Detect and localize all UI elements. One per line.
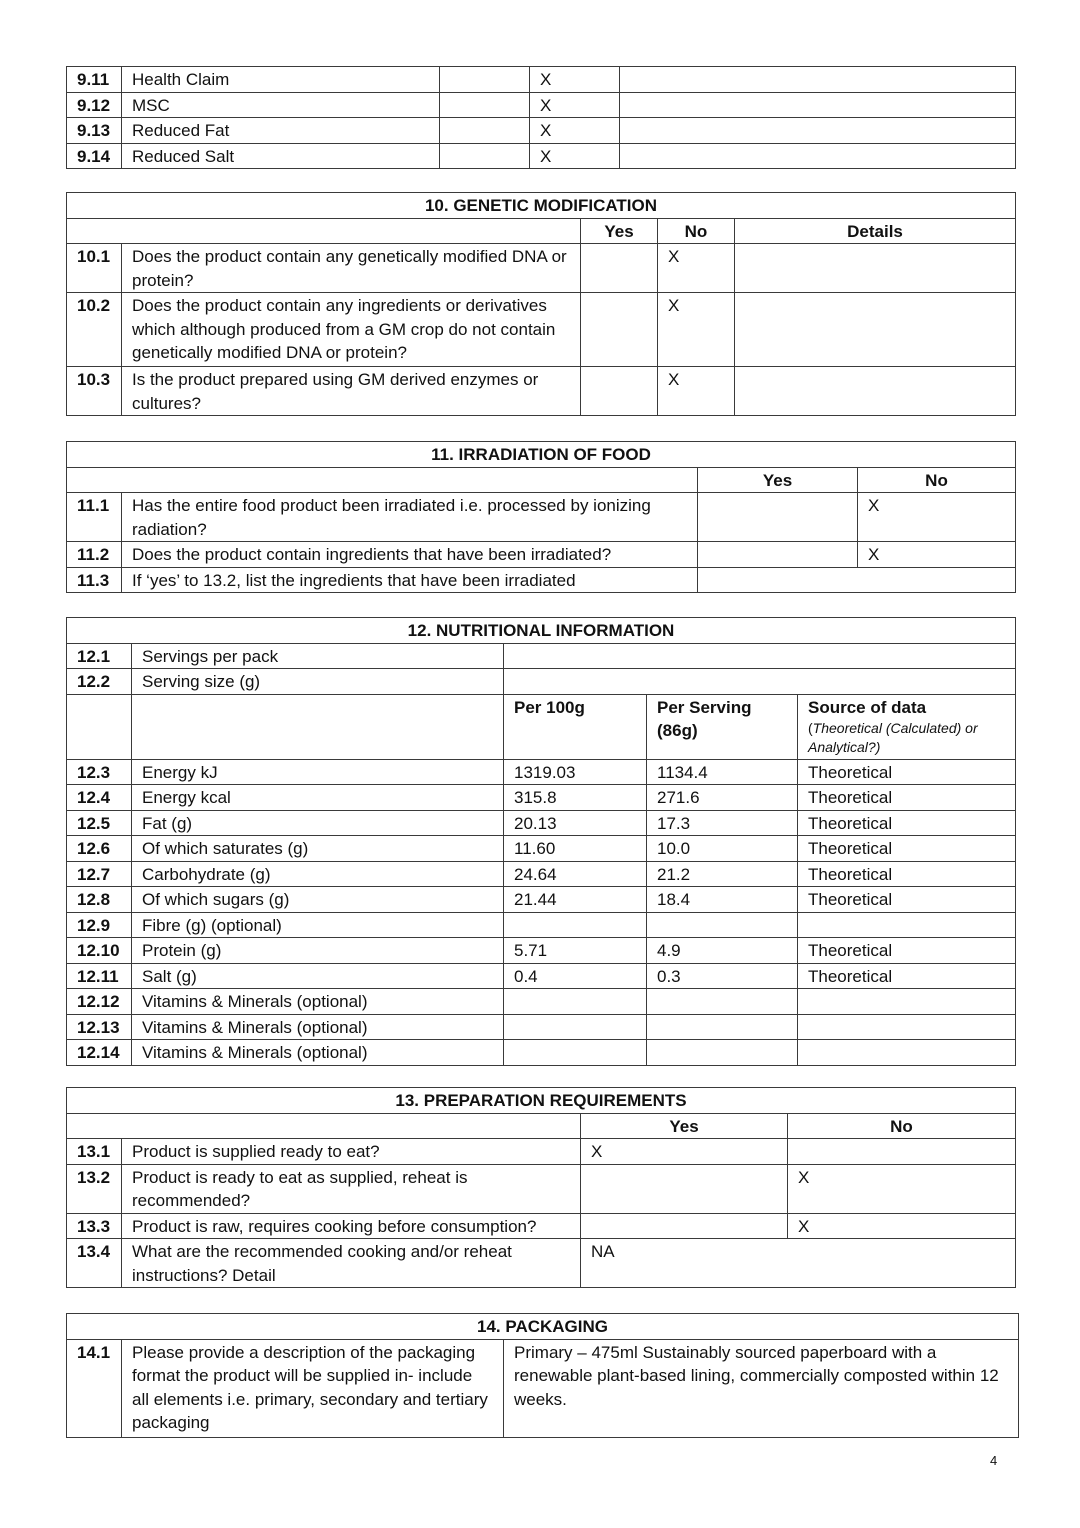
table-row [67,810,1016,836]
section-14-table [66,1313,1019,1438]
row-number: 12.10 [67,938,132,964]
table-row [67,67,1016,93]
row-value-1 [440,118,530,144]
row-number: 12.6 [67,836,132,862]
section-9-table [66,66,1016,169]
section-title-row [67,618,1016,644]
row-number: 12.12 [67,989,132,1015]
section-10-table [66,192,1016,416]
row-number: 9.11 [67,67,122,93]
table-row [67,912,1016,938]
table-row [67,92,1016,118]
nutrient-label: Carbohydrate (g) [132,861,504,887]
section-12-table [66,617,1016,1066]
per-serving-value [647,1014,798,1040]
row-number: 12.2 [67,669,132,695]
question-text: Is the product prepared using GM derived enzymes or cultures? [122,367,581,416]
source-value: Theoretical [798,759,1016,785]
table-row [67,836,1016,862]
row-value-2: X [530,143,620,169]
table-row [67,1339,1019,1437]
header-row [67,1113,1016,1139]
table-row [67,542,1016,568]
row-number: 12.13 [67,1014,132,1040]
yes-cell [698,493,858,542]
no-header: No [858,467,1016,493]
page-number: 4 [990,1453,998,1468]
question-text: Does the product contain any genetically modified DNA or protein? [122,244,581,293]
yes-cell [581,1213,788,1239]
yes-cell [581,367,658,416]
row-value-1 [440,67,530,93]
per-100g-value: 5.71 [504,938,647,964]
row-label: MSC [122,92,440,118]
row-value-2: X [530,67,620,93]
nutrition-rows [67,759,1016,1065]
source-header [798,694,1016,759]
source-value: Theoretical [798,938,1016,964]
per-100g-value: 20.13 [504,810,647,836]
row-number: 10.3 [67,367,122,416]
section-title-row [67,193,1016,219]
row-number: 12.8 [67,887,132,913]
nutrient-label: Of which sugars (g) [132,887,504,913]
section-title-row [67,1088,1016,1114]
per-serving-value: 0.3 [647,963,798,989]
table-row [67,1139,1016,1165]
yes-header: Yes [581,218,658,244]
per-100g-value: 1319.03 [504,759,647,785]
no-cell: X [788,1164,1016,1213]
question-text: If ‘yes’ to 13.2, list the ingredients that have been irradiated [122,567,698,593]
question-text: What are the recommended cooking and/or reheat instructions? Detail [122,1239,581,1288]
question-text: Does the product contain any ingredients or derivatives which although produced from a GM crop do not contain genetically modified DNA or protein? [122,293,581,367]
row-value-3 [620,143,1016,169]
row-number: 12.14 [67,1040,132,1066]
row-value-1 [440,92,530,118]
details-header: Details [735,218,1016,244]
row-label: Servings per pack [132,643,504,669]
table-row [67,963,1016,989]
row-value-3 [620,67,1016,93]
servings-per-pack-value [504,643,1016,669]
row-label: Reduced Fat [122,118,440,144]
nutrient-label: Energy kcal [132,785,504,811]
row-number: 11.1 [67,493,122,542]
details-cell [735,367,1016,416]
answer-cell: NA [581,1239,1016,1288]
per-100g-value: 21.44 [504,887,647,913]
details-cell [735,244,1016,293]
source-value [798,1040,1016,1066]
table-row [67,1239,1016,1288]
details-cell [735,293,1016,367]
row-number: 12.9 [67,912,132,938]
per-serving-value: 17.3 [647,810,798,836]
row-number: 12.3 [67,759,132,785]
section-title-row [67,442,1016,468]
per-serving-value [647,912,798,938]
no-cell: X [658,293,735,367]
table-row [67,293,1016,367]
source-title: Source of data [808,697,927,717]
row-number: 11.2 [67,542,122,568]
per-100g-value: 315.8 [504,785,647,811]
row-number: 13.3 [67,1213,122,1239]
no-header: No [658,218,735,244]
nutrient-label: Vitamins & Minerals (optional) [132,1040,504,1066]
table-row [67,567,1016,593]
row-number: 9.13 [67,118,122,144]
table-row [67,493,1016,542]
per-serving-value: 1134.4 [647,759,798,785]
per-serving-value: 4.9 [647,938,798,964]
row-value-1 [440,143,530,169]
row-value-3 [620,118,1016,144]
per-serving-value: 18.4 [647,887,798,913]
header-row [67,218,1016,244]
nutrient-label: Energy kJ [132,759,504,785]
per-100g-value [504,912,647,938]
table-row [67,938,1016,964]
table-row [67,1040,1016,1066]
per-100g-value: 0.4 [504,963,647,989]
section-title: 10. GENETIC MODIFICATION [67,193,1016,219]
section-title: 14. PACKAGING [67,1314,1019,1340]
source-value: Theoretical [798,785,1016,811]
question-text: Please provide a description of the packaging format the product will be supplied in- include all elements i.e. primary, secondary and tertiary packaging [122,1339,504,1437]
source-value: Theoretical [798,887,1016,913]
section-11-table [66,441,1016,593]
table-row [67,1014,1016,1040]
question-text: Product is supplied ready to eat? [122,1139,581,1165]
table-row [67,887,1016,913]
nutrient-label: Fibre (g) (optional) [132,912,504,938]
per-100g-value [504,989,647,1015]
row-number: 13.4 [67,1239,122,1288]
section-title: 13. PREPARATION REQUIREMENTS [67,1088,1016,1114]
answer-cell: Primary – 475ml Sustainably sourced paperboard with a renewable plant-based lining, commercially composted within 12 weeks. [504,1339,1019,1437]
serving-size-value [504,669,1016,695]
yes-cell [581,1164,788,1213]
nutrient-label: Salt (g) [132,963,504,989]
row-number: 12.11 [67,963,132,989]
yes-cell: X [581,1139,788,1165]
row-label: Serving size (g) [132,669,504,695]
table-row [67,861,1016,887]
answer-cell [698,567,1016,593]
row-number: 12.5 [67,810,132,836]
nutrient-label: Vitamins & Minerals (optional) [132,989,504,1015]
source-value: Theoretical [798,836,1016,862]
question-text: Has the entire food product been irradiated i.e. processed by ionizing radiation? [122,493,698,542]
header-row [67,694,1016,759]
header-row [67,467,1016,493]
row-number: 10.1 [67,244,122,293]
per-serving-value: 271.6 [647,785,798,811]
yes-cell [581,293,658,367]
no-cell: X [858,542,1016,568]
section-13-table [66,1087,1016,1288]
per-serving-value [647,989,798,1015]
table-row [67,643,1016,669]
table-row [67,1164,1016,1213]
table-row [67,244,1016,293]
table-row [67,1213,1016,1239]
no-cell [788,1139,1016,1165]
row-number: 9.12 [67,92,122,118]
source-note: (Theoretical (Calculated) or Analytical?) [808,720,978,755]
question-text: Product is ready to eat as supplied, reheat is recommended? [122,1164,581,1213]
section-title: 12. NUTRITIONAL INFORMATION [67,618,1016,644]
source-value: Theoretical [798,861,1016,887]
table-row [67,367,1016,416]
section-title-row [67,1314,1019,1340]
row-value-2: X [530,118,620,144]
source-value: Theoretical [798,810,1016,836]
row-number: 13.2 [67,1164,122,1213]
no-cell: X [858,493,1016,542]
no-cell: X [788,1213,1016,1239]
row-number: 9.14 [67,143,122,169]
question-text: Does the product contain ingredients that have been irradiated? [122,542,698,568]
no-cell: X [658,367,735,416]
row-value-2: X [530,92,620,118]
per-100g-value [504,1040,647,1066]
row-number: 12.4 [67,785,132,811]
row-number: 14.1 [67,1339,122,1437]
row-number: 11.3 [67,567,122,593]
per-serving-value [647,1040,798,1066]
table-row [67,759,1016,785]
per-serving-value: 10.0 [647,836,798,862]
per-100g-value: 11.60 [504,836,647,862]
nutrient-label: Of which saturates (g) [132,836,504,862]
question-text: Product is raw, requires cooking before consumption? [122,1213,581,1239]
row-label: Health Claim [122,67,440,93]
section-title: 11. IRRADIATION OF FOOD [67,442,1016,468]
row-number: 13.1 [67,1139,122,1165]
per-100g-value [504,1014,647,1040]
row-label: Reduced Salt [122,143,440,169]
table-row [67,989,1016,1015]
yes-header: Yes [581,1113,788,1139]
source-value: Theoretical [798,963,1016,989]
per-100g-value: 24.64 [504,861,647,887]
table-row [67,669,1016,695]
source-value [798,989,1016,1015]
no-header: No [788,1113,1016,1139]
per-100g-header: Per 100g [504,694,647,759]
nutrient-label: Fat (g) [132,810,504,836]
row-number: 12.1 [67,643,132,669]
yes-cell [581,244,658,293]
per-serving-value: 21.2 [647,861,798,887]
table-row [67,143,1016,169]
no-cell: X [658,244,735,293]
per-serving-header: Per Serving (86g) [647,694,798,759]
source-value [798,912,1016,938]
nutrient-label: Protein (g) [132,938,504,964]
source-value [798,1014,1016,1040]
yes-cell [698,542,858,568]
yes-header: Yes [698,467,858,493]
row-value-3 [620,92,1016,118]
row-number: 10.2 [67,293,122,367]
table-row [67,785,1016,811]
nutrient-label: Vitamins & Minerals (optional) [132,1014,504,1040]
table-row [67,118,1016,144]
row-number: 12.7 [67,861,132,887]
